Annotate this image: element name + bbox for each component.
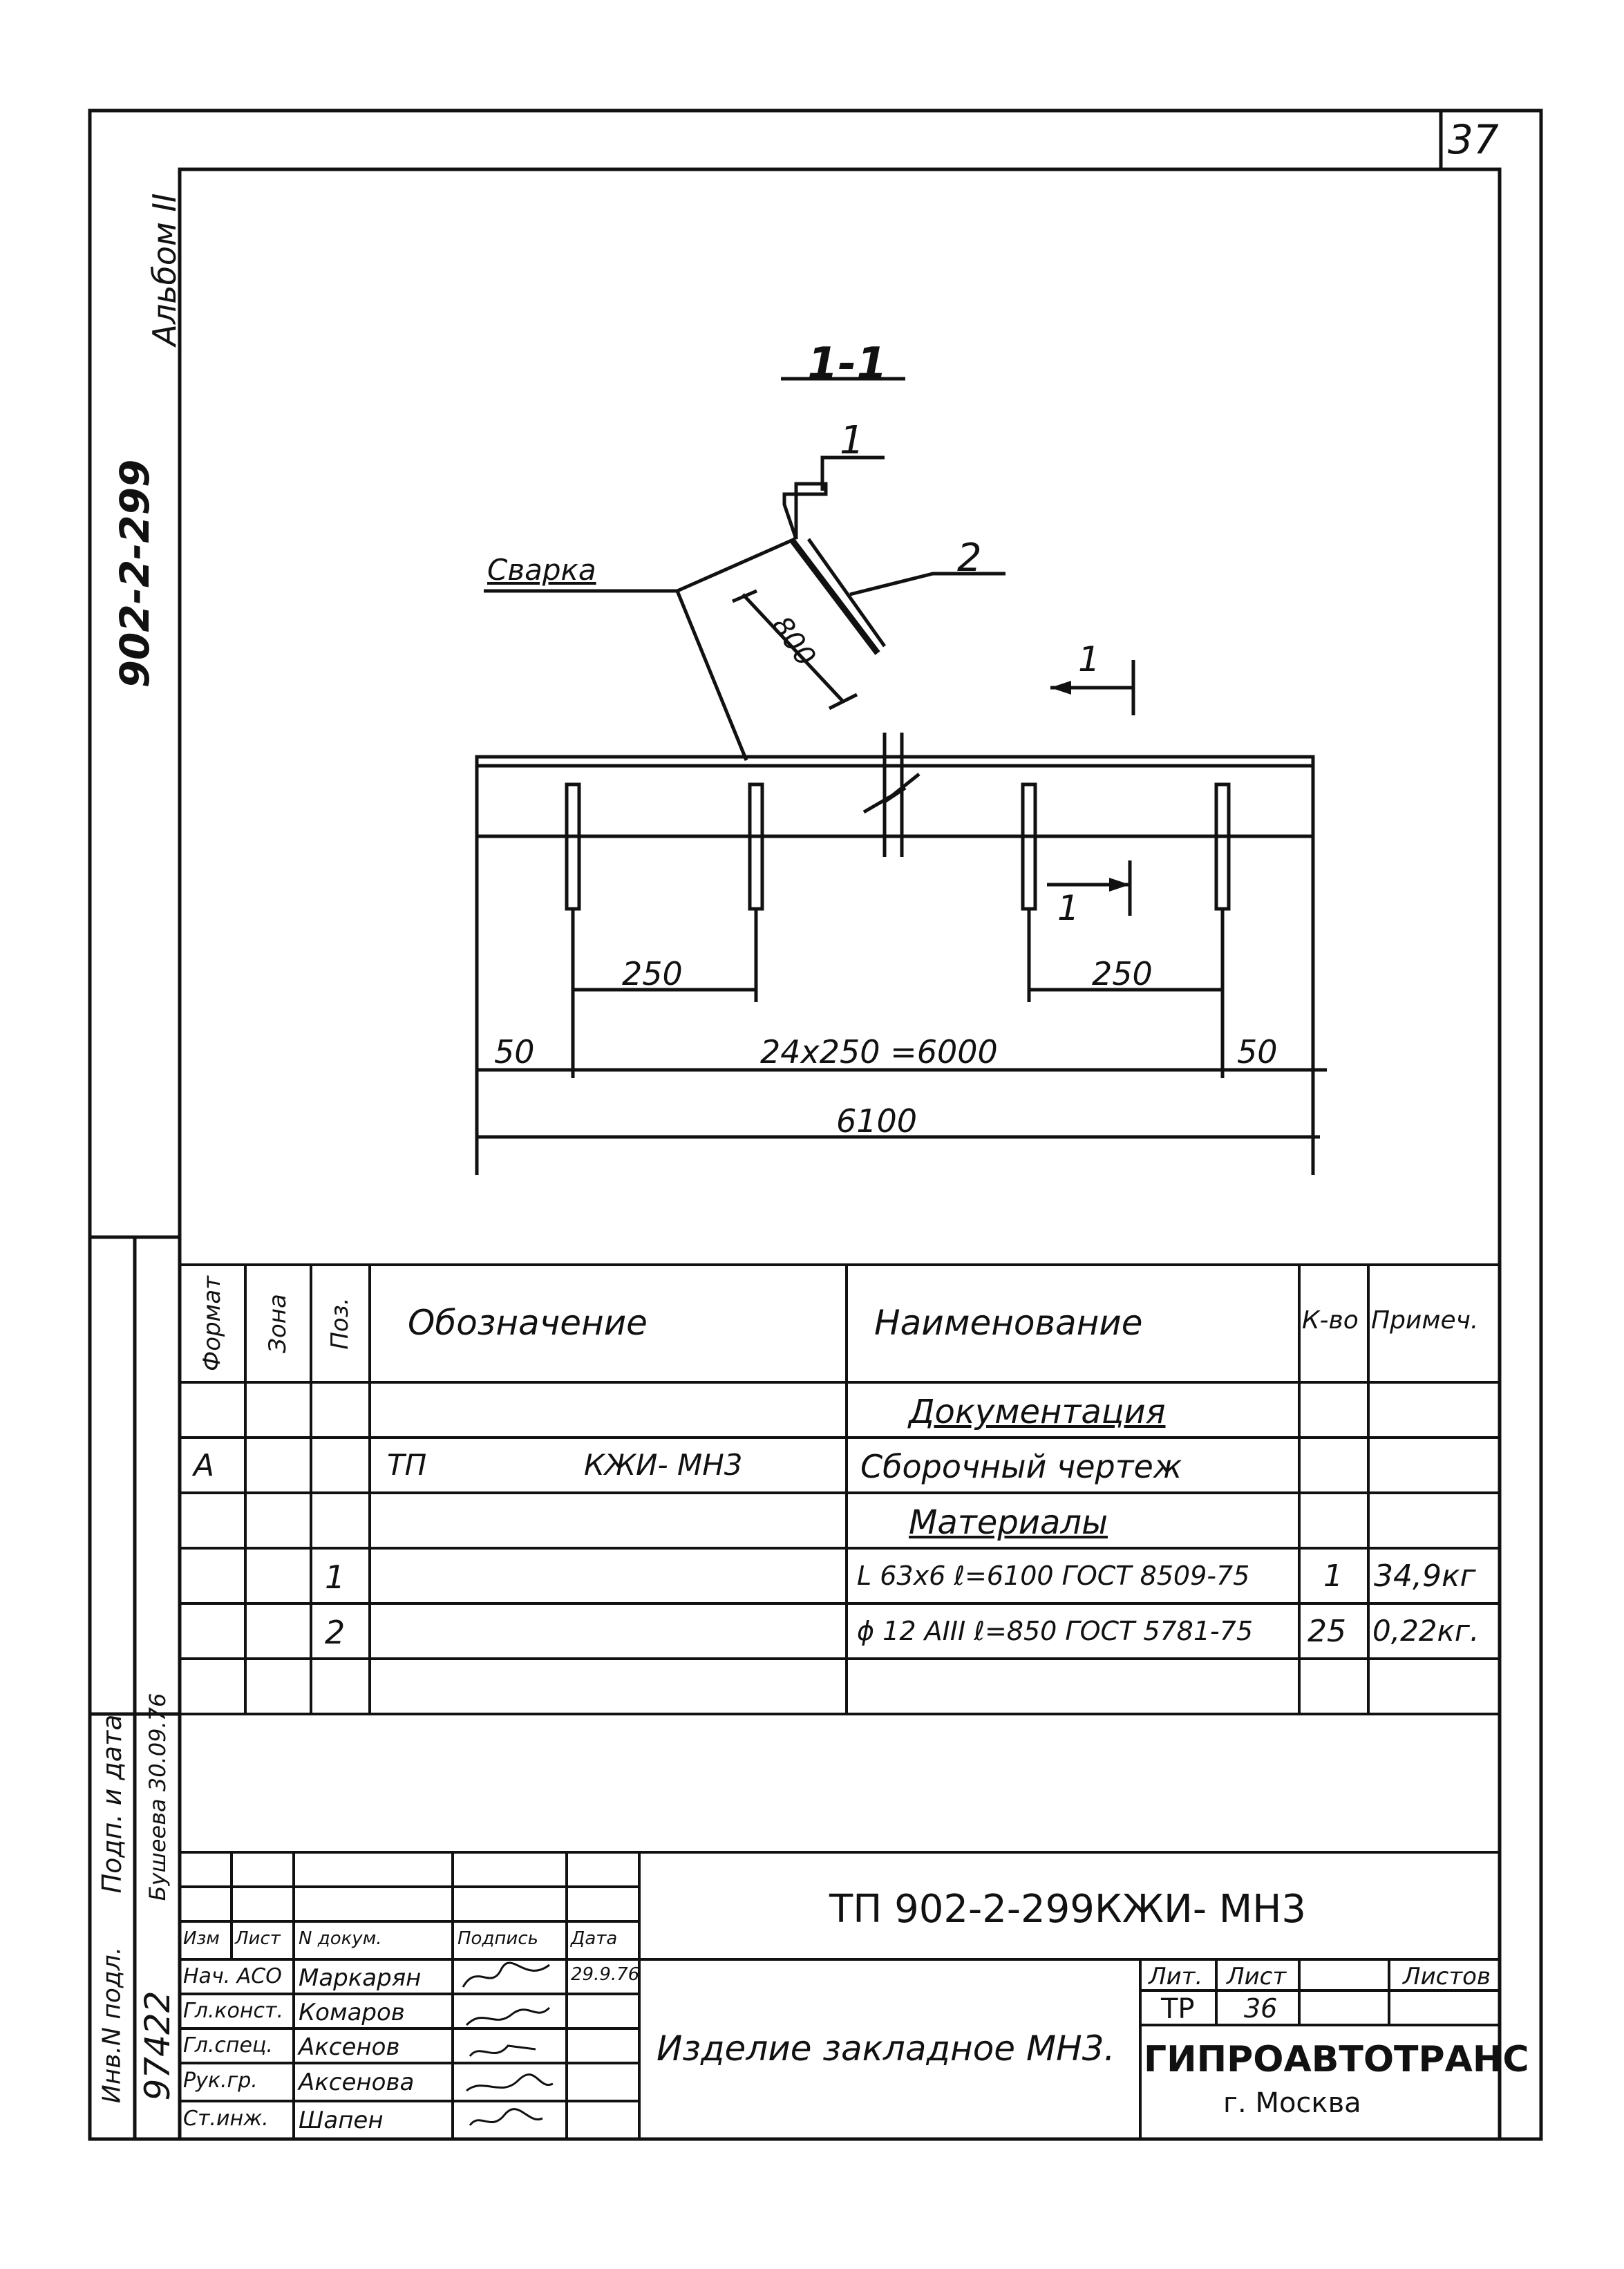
dim-middle: 24x250 =6000	[760, 1033, 998, 1071]
callout-2: 2	[957, 536, 982, 581]
sign-date-label: Подп. и дата	[97, 1714, 127, 1894]
sign-date: 29.9.76	[571, 1964, 640, 1985]
lit-value: ТР	[1161, 1993, 1195, 2025]
col-header-list: Лист	[235, 1928, 281, 1949]
header-pos: Поз.	[326, 1297, 354, 1350]
role-label: Рук.гр.	[183, 2069, 258, 2093]
dim-total: 6100	[836, 1102, 918, 1140]
sheet-value: 36	[1244, 1993, 1278, 2024]
spec-row-name: ϕ 12 АIII ℓ=850 ГОСТ 5781-75	[857, 1616, 1254, 1646]
spec-row-qty: 1	[1323, 1559, 1343, 1594]
person-name: Маркарян	[299, 1964, 422, 1992]
sheets-label: Листов	[1403, 1963, 1491, 1990]
organization: ГИПРОАВТОТРАНС	[1144, 2039, 1529, 2080]
spec-row-qty: 25	[1307, 1614, 1346, 1649]
sign-date-value: Бушеева 30.09.76	[144, 1693, 171, 1901]
spec-row-note: 0,22кг.	[1372, 1614, 1480, 1648]
dim-800: 800	[765, 610, 822, 672]
dim-250-right: 250	[1092, 955, 1153, 992]
city: г. Москва	[1223, 2087, 1361, 2119]
role-label: Гл.конст.	[183, 1999, 284, 2023]
section-title: 1-1	[807, 339, 887, 390]
header-zone: Зона	[264, 1294, 292, 1353]
col-header-doc: N докум.	[299, 1928, 382, 1949]
album-label: Альбом II	[146, 193, 183, 346]
spec-row-name: Документация	[909, 1393, 1166, 1431]
inv-value: 97422	[138, 1990, 178, 2101]
header-designation: Обозначение	[408, 1303, 648, 1343]
callout-1: 1	[840, 418, 865, 463]
spec-row-name: Материалы	[909, 1503, 1108, 1542]
header-note: Примеч.	[1371, 1306, 1479, 1335]
dim-250-left: 250	[622, 955, 683, 992]
role-label: Ст.инж.	[183, 2107, 269, 2131]
spec-row-format: А	[193, 1448, 215, 1483]
page-number: 37	[1448, 116, 1499, 163]
person-name: Комаров	[299, 1999, 405, 2026]
spec-row-designation-right: КЖИ- МН3	[584, 1448, 743, 1482]
person-name: Аксенова	[299, 2069, 415, 2096]
spec-row-name: L 63x6 ℓ=6100 ГОСТ 8509-75	[857, 1561, 1250, 1591]
role-label: Нач. АСО	[183, 1964, 282, 1988]
person-name: Аксенов	[299, 2033, 400, 2061]
dim-50-right: 50	[1237, 1033, 1278, 1071]
section-mark-top: 1	[1078, 639, 1100, 679]
sheet-label: Лист	[1227, 1963, 1287, 1990]
header-qty: К-во	[1302, 1306, 1359, 1335]
doc-code: ТП 902-2-299КЖИ- МН3	[829, 1887, 1306, 1932]
product-name: Изделие закладное МН3.	[657, 2028, 1115, 2069]
person-name: Шапен	[299, 2107, 384, 2134]
spec-row-pos: 2	[325, 1614, 346, 1651]
spec-row-designation-left: ТП	[387, 1448, 427, 1482]
spec-row-name: Сборочный чертеж	[860, 1448, 1182, 1485]
spec-row-pos: 1	[325, 1559, 346, 1596]
dim-50-left: 50	[494, 1033, 535, 1071]
welding-label: Сварка	[487, 553, 596, 587]
section-mark-bottom: 1	[1057, 888, 1079, 928]
role-label: Гл.спец.	[183, 2033, 273, 2058]
signature-marks	[453, 1959, 567, 2139]
spec-row-note: 34,9кг	[1374, 1559, 1476, 1594]
side-code: 902-2-299	[111, 459, 158, 688]
header-format: Формат	[198, 1276, 226, 1371]
lit-label: Лит.	[1149, 1963, 1203, 1990]
col-header-sign: Подпись	[457, 1928, 538, 1949]
inv-label: Инв.N подл.	[97, 1946, 126, 2104]
header-name: Наименование	[874, 1303, 1143, 1343]
col-header-izm: Изм	[183, 1928, 220, 1949]
col-header-date: Дата	[571, 1928, 618, 1949]
